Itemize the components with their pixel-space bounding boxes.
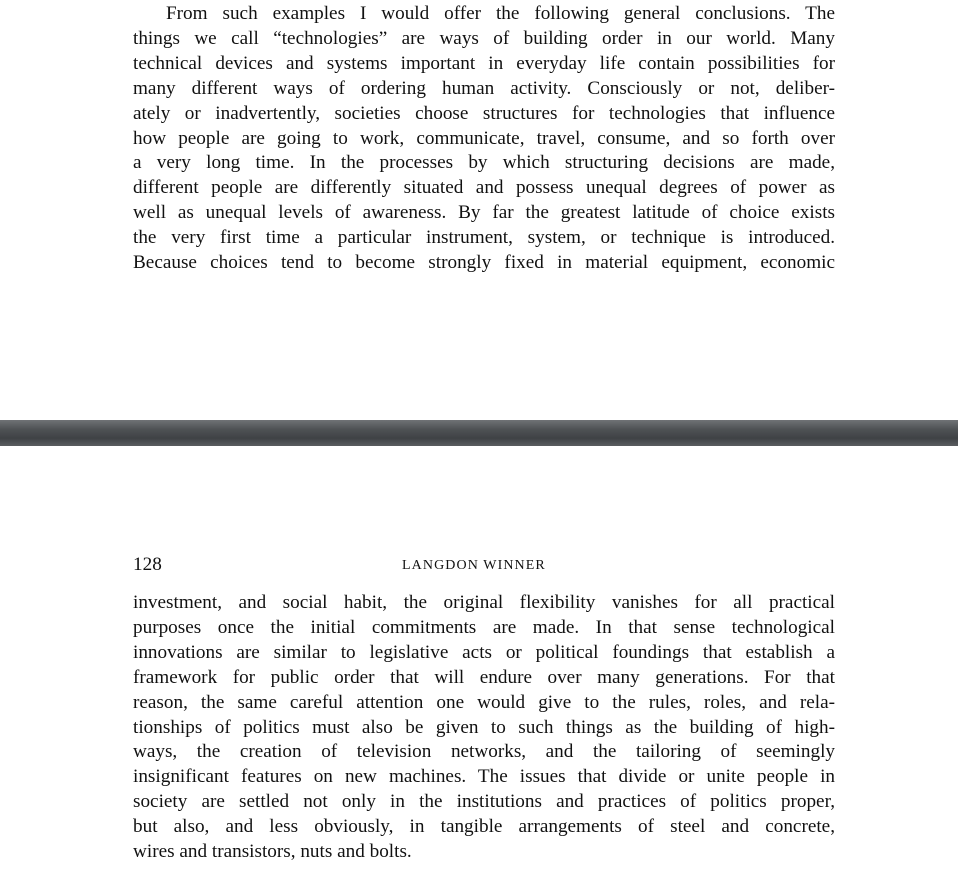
text-line: wires and transistors, nuts and bolts.: [133, 841, 412, 863]
text-line: innovations are similar to legislative acts or political foundings that establish a: [133, 641, 835, 663]
page-number: 128: [133, 554, 162, 575]
text-line: different people are differently situated and possess unequal degrees of power as: [133, 177, 835, 199]
text-line: a very long time. In the processes by which structuring decisions are made,: [133, 152, 835, 174]
running-head-author: LANGDON WINNER: [402, 558, 546, 573]
text-line: how people are going to work, communicate, travel, consume, and so forth over: [133, 127, 835, 149]
paragraph-top: [133, 2, 835, 276]
text-line: Because choices tend to become strongly fixed in material equipment, economic: [133, 252, 835, 274]
page-divider: [0, 420, 958, 446]
text-line: reason, the same careful attention one would give to the rules, roles, and rela-: [133, 691, 835, 713]
text-line: ately or inadvertently, societies choose structures for technologies that influence: [133, 102, 835, 124]
text-line: but also, and less obviously, in tangible arrangements of steel and concrete,: [133, 816, 835, 838]
text-line: investment, and social habit, the original flexibility vanishes for all practical: [133, 592, 835, 613]
text-line: ways, the creation of television networks, and the tailoring of seemingly: [133, 741, 835, 763]
text-line: purposes once the initial commitments are made. In that sense technological: [133, 616, 835, 638]
text-line: From such examples I would offer the following general conclusions. The: [166, 3, 835, 24]
text-line: well as unequal levels of awareness. By far the greatest latitude of choice exists: [133, 202, 835, 224]
top-page: [0, 0, 958, 420]
running-head: [133, 553, 835, 577]
text-line: technical devices and systems important in everyday life contain possibilities for: [133, 52, 835, 74]
text-line: things we call “technologies” are ways of building order in our world. Many: [133, 27, 835, 49]
text-line: society are settled not only in the institutions and practices of politics proper,: [133, 791, 835, 813]
text-line: many different ways of ordering human activity. Consciously or not, deliber-: [133, 77, 835, 99]
bottom-page: [0, 446, 958, 879]
text-line: framework for public order that will endure over many generations. For that: [133, 666, 835, 688]
paragraph-bottom: [133, 591, 835, 865]
text-line: tionships of politics must also be given to such things as the building of high-: [133, 716, 835, 738]
text-line: the very first time a particular instrument, system, or technique is introduced.: [133, 227, 835, 249]
text-line: insignificant features on new machines. The issues that divide or unite people in: [133, 766, 835, 788]
